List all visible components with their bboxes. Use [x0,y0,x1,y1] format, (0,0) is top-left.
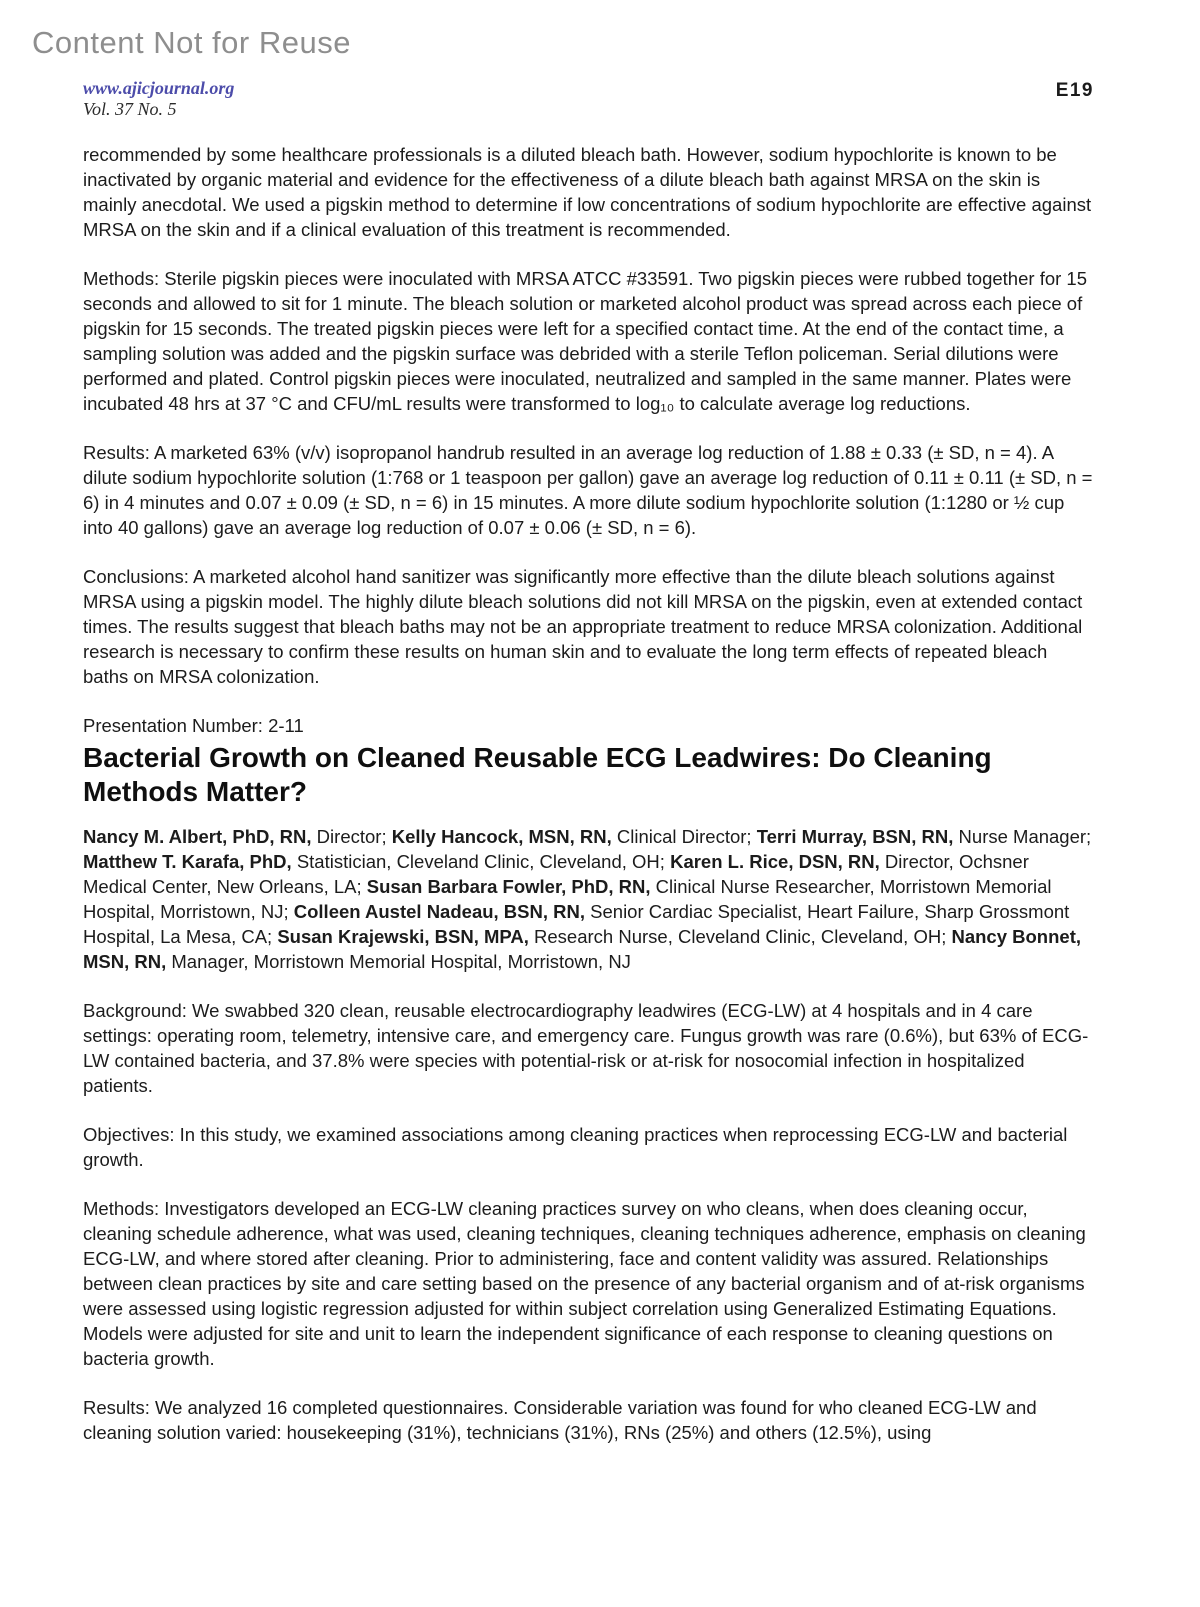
abstract1-conclusions-paragraph: Conclusions: A marketed alcohol hand sanitizer was significantly more effective than the dilute bleach solutions against MRSA using a pigskin model. The highly dilute bleach solutions did not kill MRSA on the pigskin, even at extended contact times. The results suggest that bleach baths may not be an appropriate treatment to reduce MRSA colonization. Additional research is necessary to confirm these results on human skin and to evaluate the long term effects of repeated bleach baths on MRSA colonization. [83,566,1083,687]
author-role: Clinical Nurse Researcher, Morristown Memorial Hospital, Morristown, NJ; [83,876,1052,922]
author-role: Director, Ochsner Medical Center, New Orleans, LA; [83,851,1029,897]
content-column [83,142,1093,1469]
author-name: Kelly Hancock, MSN, RN, [391,826,612,847]
page-header [83,78,1094,120]
abstract2-methods-paragraph: Methods: Investigators developed an ECG-LW cleaning practices survey on who cleans, when does cleaning occur, cleaning schedule adherence, what was used, cleaning techniques, cleaning techniques adherence, emphasis on cleaning ECG-LW, and where stored after cleaning. Prior to administering, face and content validity was assured. Relationships between clean practices by site and care setting based on the presence of any bacterial organism and of at-risk organisms were assessed using logistic regression adjusted for within subject correlation using Generalized Estimating Equations. Models were adjusted for site and unit to learn the independent significance of each response to cleaning questions on bacteria growth. [83,1198,1086,1369]
author-name: Matthew T. Karafa, PhD, [83,851,292,872]
abstract2-objectives-paragraph: Objectives: In this study, we examined associations among cleaning practices when reprocessing ECG-LW and bacterial growth. [83,1124,1068,1170]
author-role: Director; [311,826,392,847]
author-role: Nurse Manager; [953,826,1092,847]
abstract2-results-paragraph: Results: We analyzed 16 completed questionnaires. Considerable variation was found for who cleaned ECG-LW and cleaning solution varied: housekeeping (31%), technicians (31%), RNs (25%) and others (12.5%), using [83,1397,1037,1443]
author-role: Research Nurse, Cleveland Clinic, Cleveland, OH; [528,926,952,947]
author-name: Terri Murray, BSN, RN, [756,826,954,847]
author-name: Nancy Bonnet, MSN, RN, [83,926,1082,972]
abstract-title: Bacterial Growth on Cleaned Reusable ECG Leadwires: Do Cleaning Methods Matter? [83,742,992,807]
journal-meta [83,78,234,120]
author-name: Nancy M. Albert, PhD, RN, [83,826,312,847]
author-role: Manager, Morristown Memorial Hospital, Morristown, NJ [166,951,631,972]
journal-volume-label: Vol. 37 No. 5 [83,99,177,119]
author-name: Susan Barbara Fowler, PhD, RN, [366,876,651,897]
author-role: Clinical Director; [611,826,757,847]
watermark-text: Content Not for Reuse [32,25,351,60]
author-role: Senior Cardiac Specialist, Heart Failure, Sharp Grossmont Hospital, La Mesa, CA; [83,901,1070,947]
abstract1-continuation-paragraph: recommended by some healthcare professionals is a diluted bleach bath. However, sodium hypochlorite is known to be inactivated by organic material and evidence for the effectiveness of a dilute bleach bath against MRSA on the skin is mainly anecdotal. We used a pigskin method to determine if low concentrations of sodium hypochlorite are effective against MRSA on the skin and if a clinical evaluation of this treatment is recommended. [83,144,1092,240]
abstract1-methods-paragraph: Methods: Sterile pigskin pieces were inoculated with MRSA ATCC #33591. Two pigskin pieces were rubbed together for 15 seconds and allowed to sit for 1 minute. The bleach solution or marketed alcohol product was spread across each piece of pigskin for 15 seconds. The treated pigskin pieces were left for a specified contact time. At the end of the contact time, a sampling solution was added and the pigskin surface was debrided with a sterile Teflon policeman. Serial dilutions were performed and plated. Control pigskin pieces were inoculated, neutralized and sampled in the same manner. Plates were incubated 48 hrs at 37 °C and CFU/mL results were transformed to log₁₀ to calculate average log reductions. [83,268,1087,414]
author-role: Statistician, Cleveland Clinic, Cleveland, OH; [291,851,671,872]
author-name: Karen L. Rice, DSN, RN, [670,851,880,872]
author-name: Susan Krajewski, BSN, MPA, [277,926,529,947]
abstract1-results-paragraph: Results: A marketed 63% (v/v) isopropanol handrub resulted in an average log reduction of 1.88 ± 0.33 (± SD, n = 4). A dilute sodium hypochlorite solution (1:768 or 1 teaspoon per gallon) gave an average log reduction of 0.11 ± 0.11 (± SD, n = 6) in 4 minutes and 0.07 ± 0.09 (± SD, n = 6) in 15 minutes. A more dilute sodium hypochlorite solution (1:1280 or ½ cup into 40 gallons) gave an average log reduction of 0.07 ± 0.06 (± SD, n = 6). [83,442,1093,538]
authors-block [83,824,1093,974]
presentation-number: Presentation Number: 2-11 [83,715,304,736]
page-number: E19 [1055,80,1094,101]
journal-url-link[interactable]: www.ajicjournal.org [83,78,235,98]
author-name: Colleen Austel Nadeau, BSN, RN, [293,901,586,922]
abstract2-background-paragraph: Background: We swabbed 320 clean, reusable electrocardiography leadwires (ECG-LW) at 4 hospitals and in 4 care settings: operating room, telemetry, intensive care, and emergency care. Fungus growth was rare (0.6%), but 63% of ECG-LW contained bacteria, and 37.8% were species with potential-risk or at-risk for nosocomial infection in hospitalized patients. [83,1000,1089,1096]
